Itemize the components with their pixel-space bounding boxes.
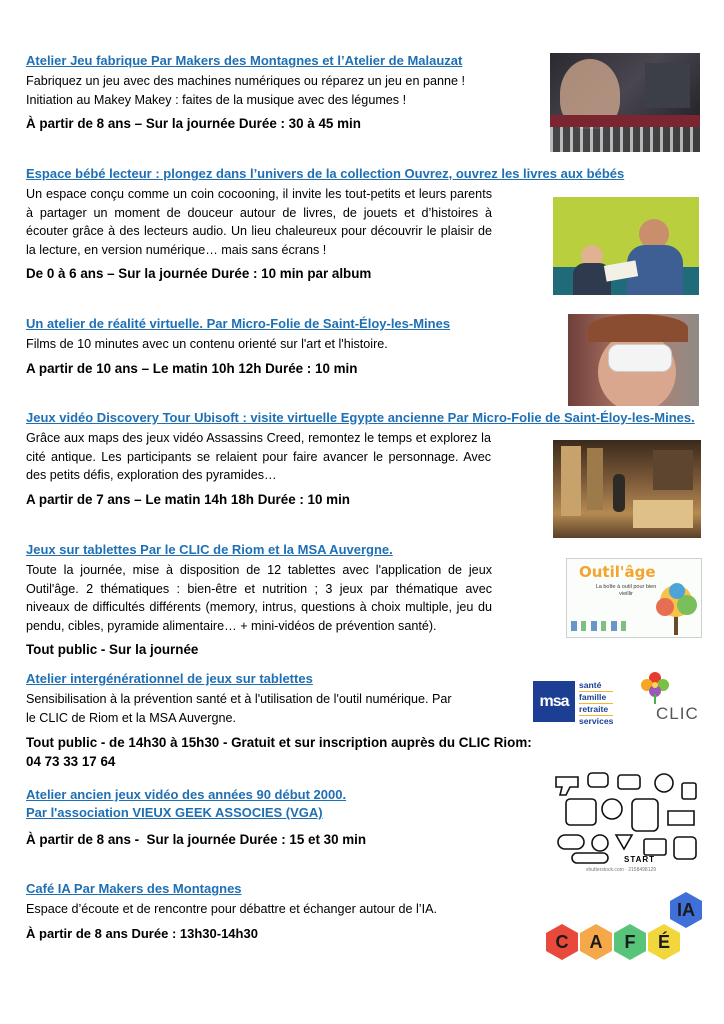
outilage-title: Outil'âge <box>579 563 656 581</box>
section-retro-gaming <box>26 787 526 849</box>
partner-logos-strip <box>571 621 631 631</box>
msa-logo <box>533 678 625 725</box>
section-info: À partir de 8 ans Durée : 13h30-14h30 <box>26 925 258 941</box>
section-cafe-ia <box>26 881 546 943</box>
cafe-letter-a: A <box>589 932 603 952</box>
section-description: Toute la journée, mise à disposition de 12 tablettes avec l'application de jeux Outil'âge. 2 thématiques : bien-être et nutrition ; 3 jeux par thématique avec niveaux de difficultés différents (memory, intrus, questions à choix multiple, jeu du pendu, cibles, pyramide alimentaire… + mini-vidéos de prévention santé). <box>26 563 492 633</box>
section-title[interactable]: Atelier Jeu fabrique Par Makers des Montagnes et l’Atelier de Malauzat <box>26 53 463 68</box>
vr-headset-photo <box>568 314 699 406</box>
phone-number: 04 73 33 17 64 <box>26 754 116 770</box>
msa-mark: msa <box>533 681 575 722</box>
section-info: De 0 à 6 ans – Sur la journée Durée : 10 min par album <box>26 266 372 282</box>
flower-icon <box>640 670 670 704</box>
section-info: À partir de 8 ans – Sur la journée Durée : 30 à 45 min <box>26 116 361 132</box>
section-description: Films de 10 minutes avec un contenu orienté sur l'art et l'histoire. <box>26 337 388 351</box>
msa-tagline: santé famille retraite services <box>579 680 614 725</box>
info-line: Tout public - de 14h30 à 15h30 - Gratuit et sur inscription auprès du CLIC Riom: <box>26 735 532 751</box>
parent-child-reading-photo <box>553 197 699 295</box>
section-title[interactable]: Atelier ancien jeux vidéo des années 90 début 2000. <box>26 787 347 802</box>
cafe-ia-label: IA <box>677 900 695 920</box>
makers-workshop-photo <box>550 53 700 152</box>
section-title[interactable]: Café IA Par Makers des Montagnes <box>26 881 242 896</box>
section-info: A partir de 7 ans – Le matin 14h 18h Durée : 10 min <box>26 491 350 507</box>
section-title[interactable]: Jeux sur tablettes Par le CLIC de Riom et la MSA Auvergne. <box>26 542 393 557</box>
description-line: Fabriquez un jeu avec des machines numériques ou réparez un jeu en panne ! <box>26 74 465 88</box>
egypt-game-screenshot <box>553 440 701 538</box>
section-realite-virtuelle <box>26 316 546 378</box>
section-title[interactable]: Atelier intergénérationnel de jeux sur tablettes <box>26 671 313 686</box>
section-title[interactable]: Espace bébé lecteur : plongez dans l’univers de la collection Ouvrez, ouvrez les livres aux bébés <box>26 166 625 181</box>
cafe-ia-hexagons <box>540 884 710 970</box>
section-title-line2[interactable]: Par l'association VIEUX GEEK ASSOCIES (VGA) <box>26 805 323 820</box>
section-info <box>26 733 556 771</box>
section-jeux-tablettes <box>26 542 492 659</box>
section-description: Espace d’écoute et de rencontre pour débattre et échanger autour de l’IA. <box>26 902 437 916</box>
clic-name: CLIC <box>656 704 699 723</box>
image-credit: shutterstock.com · 2158498129 <box>586 867 657 873</box>
outilage-subtitle: La boîte à outil pour bien vieillir <box>595 584 657 597</box>
retro-gaming-doodle <box>552 769 702 877</box>
section-description <box>26 690 556 727</box>
section-title[interactable]: Un atelier de réalité virtuelle. Par Micro-Folie de Saint-Éloy-les-Mines <box>26 316 451 331</box>
section-discovery-tour <box>26 410 695 509</box>
section-description: Grâce aux maps des jeux vidéo Assassins Creed, remontez le temps et explorez la cité antique. Les participants se relaient pour faire avancer le personnage. Avec des petits défis, exploration des pyramides… <box>26 431 491 483</box>
cafe-letter-f: F <box>624 932 636 952</box>
section-espace-bebe <box>26 166 625 283</box>
description-line: Initiation au Makey Makey : faites de la musique avec des légumes ! <box>26 92 407 107</box>
clic-logo <box>636 668 704 732</box>
start-label: START <box>624 855 656 864</box>
section-info: À partir de 8 ans - Sur la journée Durée : 15 et 30 min <box>26 832 367 847</box>
section-jeu-fabrique <box>26 53 546 133</box>
section-atelier-intergenerationnel <box>26 671 556 771</box>
gaming-doodle-icon <box>552 769 702 865</box>
description-line: Sensibilisation à la prévention santé et à l'utilisation de l'outil numérique. Par <box>26 692 452 706</box>
cafe-letter-c: C <box>555 932 569 952</box>
outilage-app-banner <box>566 558 702 638</box>
section-title[interactable]: Jeux vidéo Discovery Tour Ubisoft : visite virtuelle Egypte ancienne Par Micro-Folie de Saint-Éloy-les-Mines. <box>26 410 695 425</box>
description-line: le CLIC de Riom et la MSA Auvergne. <box>26 710 236 725</box>
section-description <box>26 72 546 109</box>
cafe-ia-logo <box>540 884 710 970</box>
cafe-letter-e: É <box>657 932 671 952</box>
tree-icon <box>651 579 701 637</box>
section-info: Tout public - Sur la journée <box>26 642 199 658</box>
section-description: Un espace conçu comme un coin cocooning, il invite les tout-petits et leurs parents à partager un moment de douceur autour de livres, de jouets et d’histoires à écouter grâce à des lecteurs audio. Un lieu chaleureux pour découvrir le plaisir de la lecture, en version numérique… mais sans écrans ! <box>26 187 492 257</box>
section-info: A partir de 10 ans – Le matin 10h 12h Durée : 10 min <box>26 360 358 376</box>
